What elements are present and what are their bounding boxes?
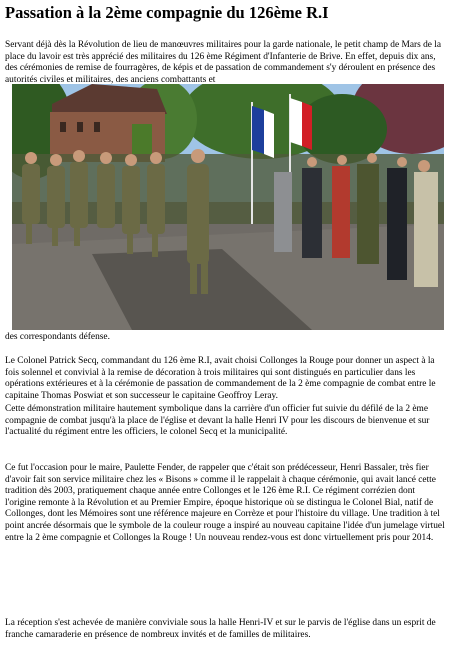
paragraph-colonel: Le Colonel Patrick Secq, commandant du 126 ème R.I, avait choisi Collonges la Rouge pour donner un aspect à la fois solennel et convivial à la remise de décoration à trois militaires qui sont distingués en particulier dans les opérations extérieures et à la cérémonie de passation de commandement de la 2 ème compagnie de combat entre le capitaine Thomas Poswiat et son successeur le capitaine Geoffroy Leray. xyxy=(5,356,436,401)
paragraph-intro-tail: des correspondants défense. xyxy=(5,332,110,342)
paragraph-reception: La réception s'est achevée de manière conviviale sous la halle Henri-IV et sur le parvis de l'église dans un esprit de franche camaraderie en présence de nombreux invités et de familles de militaires. xyxy=(5,618,436,640)
article-title: Passation à la 2ème compagnie du 126ème R.I xyxy=(5,3,329,22)
paragraph-mayor: Ce fut l'occasion pour le maire, Paulette Fender, de rappeler que c'était son prédécesseur, Henri Bassaler, très fier d'avoir fait son service militaire chez les « Bisons » comme il le rappelait à chaque cérémonie, qui avait lancé cette tradition dès 2003, pratiquement chaque année entre Collonges et le 126 ème R.I. Ce régiment corrézien dont l'origine remonte à la Révolution et au Premier Empire, époque historique où se distingua le Colonel Bial, natif de Collonges, dont les Mémoires sont une référence majeure en Corrèze et pour l'histoire du village. Une tradition à tel point ancrée désormais que le symbole de la couleur rouge a inspiré au nouveau capitaine l'idée d'un jumelage virtuel entre la 2 ème compagnie et Collonges la Rouge ! Un nouveau rendez-vous est donc virtuellement pris pour 2014. xyxy=(5,463,445,543)
paragraph-intro: Servant déjà dès la Révolution de lieu de manœuvres militaires pour la garde nationale, le petit champ de Mars de la place du lavoir est très apprécié des militaires du 126 ème Régiment d'Infanterie de Brive. En effet, depuis dix ans, des cérémonies de remise de fourragères, de képis et de passation de commandement s'y déroulent en présence des autorités civiles et militaires, des anciens combattants et xyxy=(5,40,442,84)
parade-photo xyxy=(12,84,444,330)
paragraph-ceremony: Cette démonstration militaire hautement symbolique dans la carrière d'un officier fut suivie du défilé de la 2 ème compagnie de combat jusqu'à la place de l'église et devant la halle Henri IV pour les discours de bienvenue et sur l'actualité du régiment entre les officiers, le colonel Secq et la municipalité. xyxy=(5,404,430,438)
